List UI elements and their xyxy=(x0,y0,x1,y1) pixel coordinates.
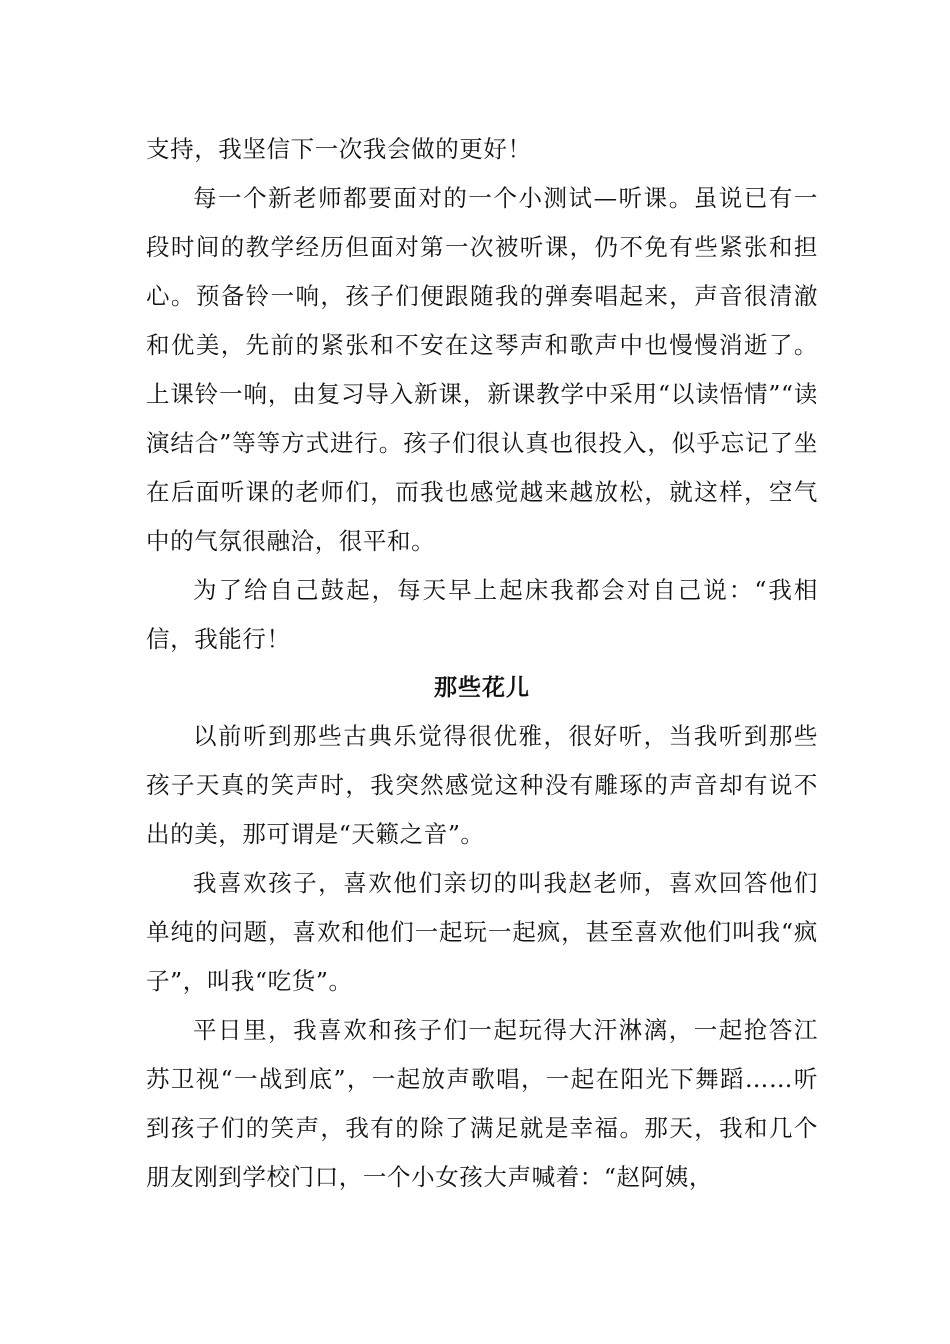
paragraph-listening-class: 每一个新老师都要面对的一个小测试—听课。虽说已有一段时间的教学经历但面对第一次被听课，仍不免有些紧张和担心。预备铃一响，孩子们便跟随我的弹奏唱起来，声音很清澈和优美，先前的紧张和不安在这琴声和歌声中也慢慢消逝了。上课铃一响，由复习导入新课，新课教学中采用“以读悟情”“读演结合”等等方式进行。孩子们很认真也很投入，似乎忘记了坐在后面听课的老师们，而我也感觉越来越放松，就这样，空气中的气氛很融洽，很平和。 xyxy=(146,184,818,555)
paragraph-love-children: 我喜欢孩子，喜欢他们亲切的叫我赵老师，喜欢回答他们单纯的问题，喜欢和他们一起玩一起疯，甚至喜欢他们叫我“疯子”，叫我“吃货”。 xyxy=(146,869,818,995)
paragraph-daily-life: 平日里，我喜欢和孩子们一起玩得大汗淋漓，一起抢答江苏卫视“一战到底”，一起放声歌唱，一起在阳光下舞蹈……听到孩子们的笑声，我有的除了满足就是幸福。那天，我和几个朋友刚到学校门口，一个小女孩大声喊着：“赵阿姨， xyxy=(146,1016,818,1191)
paragraph-self-encouragement: 为了给自己鼓起，每天早上起床我都会对自己说：“我相信，我能行！ xyxy=(146,576,818,653)
section-title: 那些花儿 xyxy=(434,674,530,701)
document-page xyxy=(146,125,818,1202)
paragraph-laughter: 以前听到那些古典乐觉得很优雅，很好听，当我听到那些孩子天真的笑声时，我突然感觉这种没有雕琢的声音却有说不出的美，那可谓是“天籁之音”。 xyxy=(146,722,818,848)
paragraph-continuation: 支持，我坚信下一次我会做的更好！ xyxy=(146,135,532,163)
